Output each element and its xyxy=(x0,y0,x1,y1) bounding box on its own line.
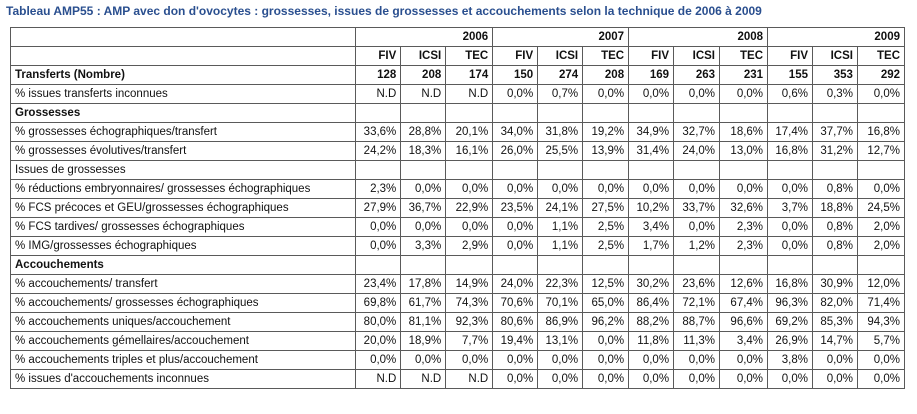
value-cell: 0,0% xyxy=(401,218,446,237)
year-header-row xyxy=(11,28,905,47)
value-cell: 34,9% xyxy=(629,123,674,142)
value-cell: 94,3% xyxy=(857,313,904,332)
value-cell: 2,3% xyxy=(356,180,401,199)
value-cell: 0,0% xyxy=(674,351,720,370)
value-cell: 11,8% xyxy=(629,332,674,351)
value-cell: 0,0% xyxy=(446,218,493,237)
value-cell: 0,0% xyxy=(674,85,720,104)
empty-cell xyxy=(493,256,538,275)
value-cell: 88,7% xyxy=(674,313,720,332)
value-cell: 0,0% xyxy=(629,351,674,370)
value-cell: 18,3% xyxy=(401,142,446,161)
technique-header: TEC xyxy=(720,47,768,66)
row-label: Issues de grossesses xyxy=(11,161,356,180)
value-cell: 3,3% xyxy=(401,237,446,256)
value-cell: 0,0% xyxy=(538,180,583,199)
year-header: 2008 xyxy=(629,28,768,47)
value-cell: 86,9% xyxy=(538,313,583,332)
value-cell: 0,0% xyxy=(356,218,401,237)
table-row xyxy=(11,332,905,351)
table-row xyxy=(11,294,905,313)
empty-cell xyxy=(356,161,401,180)
empty-cell xyxy=(401,161,446,180)
value-cell: 19,4% xyxy=(493,332,538,351)
value-cell: 30,9% xyxy=(812,275,857,294)
value-cell: 0,0% xyxy=(493,85,538,104)
value-cell: 0,0% xyxy=(720,180,768,199)
value-cell: N.D xyxy=(446,370,493,389)
value-cell: 81,1% xyxy=(401,313,446,332)
value-cell: 3,8% xyxy=(768,351,813,370)
value-cell: 12,7% xyxy=(857,142,904,161)
table-caption: Tableau AMP55 : AMP avec don d'ovocytes : grossesses, issues de grossesses et accouchements selon la technique de 2006 à 2009 xyxy=(6,4,762,18)
empty-cell xyxy=(720,256,768,275)
value-cell: N.D xyxy=(446,85,493,104)
value-cell: 0,0% xyxy=(857,180,904,199)
value-cell: 92,3% xyxy=(446,313,493,332)
value-cell: 23,5% xyxy=(493,199,538,218)
value-cell: 0,3% xyxy=(812,85,857,104)
empty-cell xyxy=(538,104,583,123)
value-cell: 18,6% xyxy=(720,123,768,142)
row-label: % accouchements gémellaires/accouchement xyxy=(11,332,356,351)
value-cell: 0,0% xyxy=(583,351,629,370)
value-cell: 26,9% xyxy=(768,332,813,351)
value-cell: 88,2% xyxy=(629,313,674,332)
empty-cell xyxy=(674,104,720,123)
value-cell: 96,6% xyxy=(720,313,768,332)
value-cell: 71,4% xyxy=(857,294,904,313)
empty-cell xyxy=(720,104,768,123)
value-cell: 67,4% xyxy=(720,294,768,313)
value-cell: 34,0% xyxy=(493,123,538,142)
table-row xyxy=(11,180,905,199)
value-cell: 33,7% xyxy=(674,199,720,218)
empty-cell xyxy=(583,256,629,275)
value-cell: 2,0% xyxy=(857,218,904,237)
value-cell: 23,6% xyxy=(674,275,720,294)
value-cell: 27,9% xyxy=(356,199,401,218)
empty-cell xyxy=(768,161,813,180)
value-cell: 20,0% xyxy=(356,332,401,351)
value-cell: 0,8% xyxy=(812,180,857,199)
value-cell: 0,0% xyxy=(493,218,538,237)
value-cell: 0,0% xyxy=(538,370,583,389)
value-cell: 11,3% xyxy=(674,332,720,351)
value-cell: 24,0% xyxy=(674,142,720,161)
table-row xyxy=(11,161,905,180)
empty-cell xyxy=(538,256,583,275)
empty-cell xyxy=(674,161,720,180)
value-cell: 82,0% xyxy=(812,294,857,313)
row-label: Grossesses xyxy=(11,104,356,123)
value-cell: 0,0% xyxy=(493,370,538,389)
value-cell: 0,0% xyxy=(493,180,538,199)
value-cell: 28,8% xyxy=(401,123,446,142)
table-row xyxy=(11,256,905,275)
row-label: % FCS tardives/ grossesses échographiques xyxy=(11,218,356,237)
row-label: % IMG/grossesses échographiques xyxy=(11,237,356,256)
technique-header: ICSI xyxy=(674,47,720,66)
value-cell: 24,1% xyxy=(538,199,583,218)
value-cell: 24,2% xyxy=(356,142,401,161)
value-cell: 7,7% xyxy=(446,332,493,351)
row-label: Transferts (Nombre) xyxy=(11,66,356,85)
value-cell: 0,0% xyxy=(720,85,768,104)
empty-cell xyxy=(857,104,904,123)
value-cell: 22,3% xyxy=(538,275,583,294)
value-cell: 0,0% xyxy=(446,351,493,370)
year-header: 2009 xyxy=(768,28,905,47)
empty-cell xyxy=(446,104,493,123)
value-cell: 1,2% xyxy=(674,237,720,256)
value-cell: 16,8% xyxy=(768,275,813,294)
value-cell: 0,0% xyxy=(356,237,401,256)
empty-cell xyxy=(720,161,768,180)
value-cell: 26,0% xyxy=(493,142,538,161)
technique-header: ICSI xyxy=(812,47,857,66)
value-cell: 2,3% xyxy=(720,218,768,237)
value-cell: 72,1% xyxy=(674,294,720,313)
value-cell: 18,9% xyxy=(401,332,446,351)
value-cell: 16,1% xyxy=(446,142,493,161)
data-table xyxy=(10,27,905,389)
value-cell: 96,3% xyxy=(768,294,813,313)
empty-cell xyxy=(857,256,904,275)
value-cell: 19,2% xyxy=(583,123,629,142)
empty-cell xyxy=(812,256,857,275)
value-cell: 353 xyxy=(812,66,857,85)
technique-header: TEC xyxy=(857,47,904,66)
value-cell: 13,9% xyxy=(583,142,629,161)
value-cell: 85,3% xyxy=(812,313,857,332)
table-row xyxy=(11,275,905,294)
value-cell: 12,6% xyxy=(720,275,768,294)
value-cell: 0,0% xyxy=(629,370,674,389)
value-cell: 70,6% xyxy=(493,294,538,313)
table-row xyxy=(11,237,905,256)
table-row xyxy=(11,85,905,104)
value-cell: 31,4% xyxy=(629,142,674,161)
table-row xyxy=(11,142,905,161)
value-cell: 292 xyxy=(857,66,904,85)
value-cell: 13,1% xyxy=(538,332,583,351)
row-label: % issues d'accouchements inconnues xyxy=(11,370,356,389)
value-cell: 274 xyxy=(538,66,583,85)
value-cell: 150 xyxy=(493,66,538,85)
value-cell: 0,0% xyxy=(356,351,401,370)
value-cell: 74,3% xyxy=(446,294,493,313)
value-cell: 20,1% xyxy=(446,123,493,142)
year-header: 2006 xyxy=(356,28,493,47)
row-label: % FCS précoces et GEU/grossesses échographiques xyxy=(11,199,356,218)
value-cell: N.D xyxy=(401,370,446,389)
value-cell: N.D xyxy=(356,370,401,389)
value-cell: 0,0% xyxy=(583,332,629,351)
value-cell: 263 xyxy=(674,66,720,85)
empty-cell xyxy=(629,161,674,180)
row-label: Accouchements xyxy=(11,256,356,275)
value-cell: 65,0% xyxy=(583,294,629,313)
table-row xyxy=(11,199,905,218)
value-cell: 169 xyxy=(629,66,674,85)
technique-header: FIV xyxy=(356,47,401,66)
value-cell: 0,0% xyxy=(401,351,446,370)
value-cell: 1,1% xyxy=(538,218,583,237)
value-cell: 1,7% xyxy=(629,237,674,256)
value-cell: 0,0% xyxy=(768,370,813,389)
empty-cell xyxy=(812,104,857,123)
empty-cell xyxy=(401,104,446,123)
value-cell: 69,8% xyxy=(356,294,401,313)
table-row xyxy=(11,370,905,389)
value-cell: 0,0% xyxy=(857,85,904,104)
value-cell: 0,6% xyxy=(768,85,813,104)
value-cell: 0,0% xyxy=(583,370,629,389)
value-cell: 14,9% xyxy=(446,275,493,294)
value-cell: 0,0% xyxy=(768,180,813,199)
table-row xyxy=(11,123,905,142)
row-label: % issues transferts inconnues xyxy=(11,85,356,104)
value-cell: 27,5% xyxy=(583,199,629,218)
value-cell: 0,0% xyxy=(768,237,813,256)
value-cell: 0,0% xyxy=(401,180,446,199)
value-cell: 69,2% xyxy=(768,313,813,332)
value-cell: 24,5% xyxy=(857,199,904,218)
value-cell: 31,8% xyxy=(538,123,583,142)
value-cell: 0,0% xyxy=(629,85,674,104)
value-cell: 10,2% xyxy=(629,199,674,218)
value-cell: 0,8% xyxy=(812,237,857,256)
value-cell: 0,0% xyxy=(812,370,857,389)
value-cell: 30,2% xyxy=(629,275,674,294)
empty-cell xyxy=(356,104,401,123)
value-cell: 0,0% xyxy=(768,218,813,237)
value-cell: 0,0% xyxy=(493,351,538,370)
value-cell: 3,4% xyxy=(629,218,674,237)
value-cell: 32,7% xyxy=(674,123,720,142)
technique-header: ICSI xyxy=(401,47,446,66)
value-cell: 33,6% xyxy=(356,123,401,142)
technique-header: FIV xyxy=(768,47,813,66)
value-cell: 0,0% xyxy=(583,85,629,104)
value-cell: 0,0% xyxy=(674,218,720,237)
empty-cell xyxy=(446,161,493,180)
empty-cell xyxy=(629,104,674,123)
row-label: % réductions embryonnaires/ grossesses échographiques xyxy=(11,180,356,199)
table-row xyxy=(11,313,905,332)
empty-cell xyxy=(629,256,674,275)
value-cell: 0,0% xyxy=(674,370,720,389)
empty-cell xyxy=(857,161,904,180)
empty-cell xyxy=(401,256,446,275)
empty-cell xyxy=(583,104,629,123)
empty-cell xyxy=(583,161,629,180)
empty-cell xyxy=(674,256,720,275)
technique-header: TEC xyxy=(583,47,629,66)
value-cell: 70,1% xyxy=(538,294,583,313)
row-label: % accouchements uniques/accouchement xyxy=(11,313,356,332)
year-header: 2007 xyxy=(493,28,629,47)
value-cell: 0,0% xyxy=(674,180,720,199)
value-cell: 36,7% xyxy=(401,199,446,218)
value-cell: 0,0% xyxy=(720,370,768,389)
value-cell: 208 xyxy=(401,66,446,85)
value-cell: 17,4% xyxy=(768,123,813,142)
value-cell: 12,5% xyxy=(583,275,629,294)
table-row xyxy=(11,351,905,370)
value-cell: 96,2% xyxy=(583,313,629,332)
value-cell: 61,7% xyxy=(401,294,446,313)
technique-header: TEC xyxy=(446,47,493,66)
value-cell: 0,0% xyxy=(583,180,629,199)
value-cell: 0,8% xyxy=(812,218,857,237)
row-label: % grossesses échographiques/transfert xyxy=(11,123,356,142)
row-label: % grossesses évolutives/transfert xyxy=(11,142,356,161)
value-cell: 86,4% xyxy=(629,294,674,313)
value-cell: 12,0% xyxy=(857,275,904,294)
technique-header: FIV xyxy=(629,47,674,66)
value-cell: 16,8% xyxy=(857,123,904,142)
value-cell: 23,4% xyxy=(356,275,401,294)
empty-cell xyxy=(768,104,813,123)
value-cell: 18,8% xyxy=(812,199,857,218)
table-row xyxy=(11,104,905,123)
value-cell: 231 xyxy=(720,66,768,85)
value-cell: 0,0% xyxy=(857,351,904,370)
row-label: % accouchements triples et plus/accouchement xyxy=(11,351,356,370)
value-cell: 0,0% xyxy=(629,180,674,199)
value-cell: 31,2% xyxy=(812,142,857,161)
row-label: % accouchements/ grossesses échographiques xyxy=(11,294,356,313)
technique-header-row xyxy=(11,47,905,66)
value-cell: 2,3% xyxy=(720,237,768,256)
empty-cell xyxy=(768,256,813,275)
value-cell: 1,1% xyxy=(538,237,583,256)
value-cell: 0,0% xyxy=(812,351,857,370)
value-cell: 2,0% xyxy=(857,237,904,256)
technique-header: FIV xyxy=(493,47,538,66)
value-cell: 0,7% xyxy=(538,85,583,104)
value-cell: 24,0% xyxy=(493,275,538,294)
value-cell: 16,8% xyxy=(768,142,813,161)
corner-cell xyxy=(11,28,356,47)
empty-cell xyxy=(446,256,493,275)
value-cell: 0,0% xyxy=(493,237,538,256)
empty-cell xyxy=(356,256,401,275)
value-cell: 32,6% xyxy=(720,199,768,218)
value-cell: 13,0% xyxy=(720,142,768,161)
corner-cell xyxy=(11,47,356,66)
value-cell: 3,7% xyxy=(768,199,813,218)
technique-header: ICSI xyxy=(538,47,583,66)
value-cell: N.D xyxy=(401,85,446,104)
value-cell: N.D xyxy=(356,85,401,104)
value-cell: 0,0% xyxy=(446,180,493,199)
empty-cell xyxy=(493,161,538,180)
value-cell: 80,6% xyxy=(493,313,538,332)
value-cell: 155 xyxy=(768,66,813,85)
value-cell: 2,5% xyxy=(583,237,629,256)
table-row xyxy=(11,218,905,237)
table-row xyxy=(11,66,905,85)
value-cell: 0,0% xyxy=(538,351,583,370)
value-cell: 174 xyxy=(446,66,493,85)
value-cell: 3,4% xyxy=(720,332,768,351)
value-cell: 2,5% xyxy=(583,218,629,237)
value-cell: 17,8% xyxy=(401,275,446,294)
value-cell: 208 xyxy=(583,66,629,85)
value-cell: 25,5% xyxy=(538,142,583,161)
value-cell: 2,9% xyxy=(446,237,493,256)
value-cell: 0,0% xyxy=(857,370,904,389)
value-cell: 128 xyxy=(356,66,401,85)
value-cell: 37,7% xyxy=(812,123,857,142)
value-cell: 0,0% xyxy=(720,351,768,370)
row-label: % accouchements/ transfert xyxy=(11,275,356,294)
value-cell: 22,9% xyxy=(446,199,493,218)
empty-cell xyxy=(493,104,538,123)
empty-cell xyxy=(538,161,583,180)
value-cell: 5,7% xyxy=(857,332,904,351)
value-cell: 14,7% xyxy=(812,332,857,351)
empty-cell xyxy=(812,161,857,180)
value-cell: 80,0% xyxy=(356,313,401,332)
